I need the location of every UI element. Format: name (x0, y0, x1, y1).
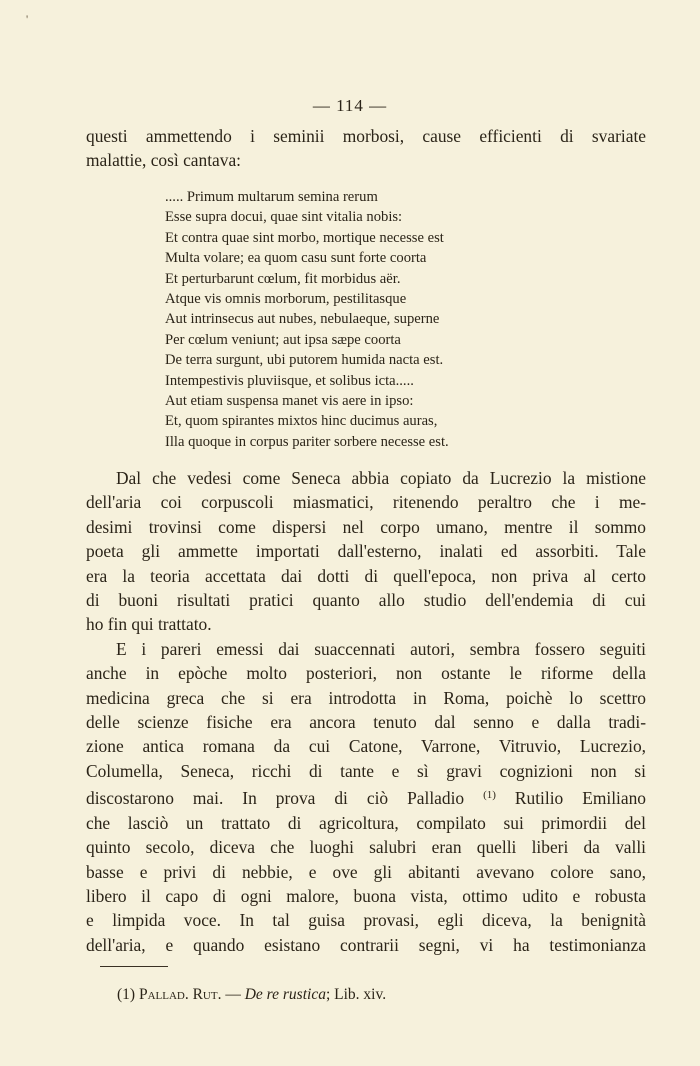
text-segment: discostarono mai. In prova di ciò Palladio (86, 788, 465, 809)
text-line: dell'aria, e quando esistano contrarii segni, vi ha testimonianza (86, 934, 646, 955)
lucretius-quotation (165, 187, 565, 452)
text-line: libero il capo di ogni malore, buona vista, ottimo udito e robusta (86, 885, 646, 906)
text-line: dell'aria coi corpuscoli miasmatici, ritenendo peraltro che i me- (86, 492, 646, 513)
poem-line: Atque vis omnis morborum, pestilitasque (165, 291, 407, 308)
text-segment: Rutilio Emiliano (495, 788, 646, 809)
text-line: E i pareri emessi dai suaccennati autori, sembra fossero seguiti (116, 638, 646, 659)
poem-line: Aut etiam suspensa manet vis aere in ipso: (165, 393, 414, 410)
footnote-dash: — (221, 986, 245, 1003)
footnote-author: Pallad. Rut. (138, 986, 222, 1003)
text-line: zione antica romana da cui Catone, Varrone, Vitruvio, Lucrezio, (86, 736, 646, 757)
footnote-divider (100, 966, 168, 967)
text-line: Dal che vedesi come Seneca abbia copiato da Lucrezio la mistione (116, 468, 646, 488)
text-line: quinto secolo, diceva che luoghi salubri eran quelli liberi da valli (86, 837, 646, 858)
text-line: malattie, così cantava: (86, 150, 241, 171)
text-line: poeta gli ammette importati dall'esterno, inalati ed assorbiti. Tale (86, 541, 646, 562)
poem-line: Et contra quae sint morbo, mortique necesse est (165, 229, 444, 246)
poem-line: Esse supra docui, quae sint vitalia nobis: (165, 209, 403, 226)
text-line: e limpida voce. In tal guisa provasi, egli diceva, la benignità (86, 910, 646, 931)
text-line: basse e privi di nebbie, e ove gli abitanti avevano colore sano, (86, 861, 646, 882)
footnote-title: De re rustica (244, 986, 326, 1003)
footnote (117, 986, 386, 1004)
text-line: ho fin qui trattato. (86, 614, 212, 635)
footnote-rest: ; Lib. xiv. (325, 986, 387, 1003)
text-line: desimi trovinsi come dispersi nel corpo umano, mentre il sommo (86, 516, 646, 537)
text-line: Columella, Seneca, ricchi di tante e sì gravi cognizioni non si (86, 760, 646, 781)
poem-line: Illa quoque in corpus pariter sorbere necesse est. (165, 433, 449, 450)
intro-paragraph (86, 124, 646, 173)
page-number: — 114 — (312, 96, 388, 115)
poem-line: Per cœlum veniunt; aut ipsa sæpe coorta (165, 331, 401, 348)
text-line: di buoni risultati pratici quanto allo studio dell'endemia di cui (86, 590, 646, 611)
footnote-reference[interactable]: (1) (483, 789, 496, 802)
text-line: che lasciò un trattato di agricoltura, compilato sui primordii del (86, 812, 646, 833)
poem-line: Et perturbarunt cœlum, fit morbidus aër. (165, 270, 401, 287)
poem-line: Multa volare; ea quom casu sunt forte coorta (165, 250, 427, 267)
text-line (86, 783, 646, 810)
text-line: delle scienze fisiche era ancora tenuto dal senno e dalla tradi- (86, 712, 646, 733)
text-line: questi ammettendo i seminii morbosi, cause efficienti di svariate (86, 126, 646, 146)
poem-line: De terra surgunt, ubi putorem humida nacta est. (165, 352, 444, 369)
poem-line: Aut intrinsecus aut nubes, nebulaeque, superne (165, 311, 440, 328)
body-text (86, 466, 646, 957)
poem-line: Intempestivis pluviisque, et solibus icta..... (165, 372, 414, 389)
text-line: medicina greca che si era introdotta in Roma, poichè lo scettro (86, 687, 646, 708)
poem-line: Et, quom spirantes mixtos hinc ducimus auras, (165, 413, 438, 430)
text-line: era la teoria accettata dai dotti di quell'epoca, non priva al certo (86, 565, 646, 586)
poem-line: ..... Primum multarum semina rerum (165, 189, 378, 205)
corner-mark: ' (26, 12, 29, 26)
text-line: anche in epòche molto posteriori, non ostante le riforme della (86, 663, 646, 684)
footnote-number: (1) (117, 986, 136, 1003)
